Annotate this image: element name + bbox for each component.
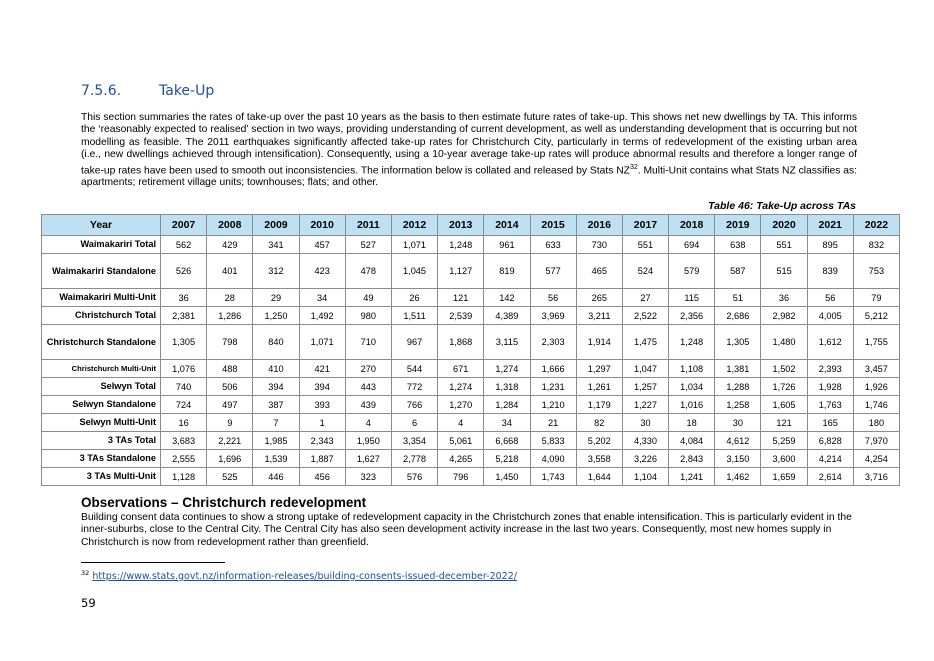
row-label: Selwyn Standalone (42, 396, 161, 414)
table-cell: 3,115 (484, 325, 530, 360)
row-label: 3 TAs Multi-Unit (42, 468, 161, 486)
section-number: 7.5.6. (81, 83, 122, 99)
table-cell: 51 (715, 289, 761, 307)
footnote-link[interactable]: https://www.stats.govt.nz/information-releases/building-consents-issued-december-2022/ (92, 571, 517, 583)
table-cell: 401 (207, 254, 253, 289)
table-cell: 9 (207, 414, 253, 432)
table-cell: 2,303 (530, 325, 576, 360)
table-cell: 1,644 (576, 468, 622, 486)
header-year: 2018 (669, 215, 715, 236)
footnote-marker: 32 (81, 569, 90, 577)
table-cell: 839 (807, 254, 853, 289)
take-up-table (41, 214, 900, 486)
table-cell: 551 (761, 236, 807, 254)
table-cell: 1,450 (484, 468, 530, 486)
table-cell: 26 (391, 289, 437, 307)
table-cell: 1,248 (669, 325, 715, 360)
table-row (42, 289, 900, 307)
table-cell: 3,716 (853, 468, 899, 486)
table-cell: 1,047 (622, 360, 668, 378)
table-row (42, 236, 900, 254)
footnote-reference[interactable]: 32 (629, 163, 638, 171)
row-label: 3 TAs Total (42, 432, 161, 450)
table-cell: 1,539 (253, 450, 299, 468)
table-cell: 527 (345, 236, 391, 254)
observations-heading: Observations – Christchurch redevelopment (81, 495, 367, 510)
table-cell: 1,297 (576, 360, 622, 378)
table-cell: 798 (207, 325, 253, 360)
header-year: 2011 (345, 215, 391, 236)
table-cell: 4,330 (622, 432, 668, 450)
header-year: 2014 (484, 215, 530, 236)
table-cell: 832 (853, 236, 899, 254)
table-cell: 1,227 (622, 396, 668, 414)
table-cell: 524 (622, 254, 668, 289)
table-cell: 840 (253, 325, 299, 360)
header-year: 2016 (576, 215, 622, 236)
table-cell: 1,286 (207, 307, 253, 325)
table-cell: 694 (669, 236, 715, 254)
table-cell: 18 (669, 414, 715, 432)
table-cell: 6,668 (484, 432, 530, 450)
table-cell: 1,274 (484, 360, 530, 378)
table-row (42, 432, 900, 450)
table-cell: 3,457 (853, 360, 899, 378)
table-cell: 30 (715, 414, 761, 432)
row-label: Selwyn Total (42, 378, 161, 396)
table-cell: 457 (299, 236, 345, 254)
table-cell: 1,950 (345, 432, 391, 450)
table-cell: 1,274 (438, 378, 484, 396)
table-cell: 7 (253, 414, 299, 432)
table-cell: 4,389 (484, 307, 530, 325)
header-year: 2012 (391, 215, 437, 236)
table-cell: 16 (161, 414, 207, 432)
header-year: 2007 (161, 215, 207, 236)
table-cell: 1,108 (669, 360, 715, 378)
table-cell: 456 (299, 468, 345, 486)
table-row (42, 378, 900, 396)
table-cell: 2,393 (807, 360, 853, 378)
table-cell: 28 (207, 289, 253, 307)
table-cell: 515 (761, 254, 807, 289)
table-cell: 2,381 (161, 307, 207, 325)
table-cell: 165 (807, 414, 853, 432)
table-cell: 5,202 (576, 432, 622, 450)
table-cell: 2,982 (761, 307, 807, 325)
header-year: 2009 (253, 215, 299, 236)
table-cell: 443 (345, 378, 391, 396)
table-cell: 423 (299, 254, 345, 289)
table-cell: 1,045 (391, 254, 437, 289)
table-cell: 3,226 (622, 450, 668, 468)
table-cell: 1,659 (761, 468, 807, 486)
table-cell: 740 (161, 378, 207, 396)
table-cell: 5,259 (761, 432, 807, 450)
table-cell: 121 (761, 414, 807, 432)
table-row (42, 325, 900, 360)
section-heading (81, 83, 214, 99)
table-cell: 1,318 (484, 378, 530, 396)
table-cell: 638 (715, 236, 761, 254)
table-cell: 121 (438, 289, 484, 307)
table-cell: 526 (161, 254, 207, 289)
table-cell: 82 (576, 414, 622, 432)
section-title: Take-Up (159, 83, 215, 99)
table-cell: 56 (807, 289, 853, 307)
table-cell: 1,666 (530, 360, 576, 378)
table-cell: 387 (253, 396, 299, 414)
table-cell: 562 (161, 236, 207, 254)
table-row (42, 396, 900, 414)
table-cell: 671 (438, 360, 484, 378)
table-cell: 393 (299, 396, 345, 414)
table-cell: 265 (576, 289, 622, 307)
table-cell: 56 (530, 289, 576, 307)
table-cell: 21 (530, 414, 576, 432)
table-cell: 1,104 (622, 468, 668, 486)
row-label: Waimakariri Standalone (42, 254, 161, 289)
table-cell: 446 (253, 468, 299, 486)
table-cell: 1,381 (715, 360, 761, 378)
table-cell: 6,828 (807, 432, 853, 450)
table-cell: 429 (207, 236, 253, 254)
table-cell: 5,833 (530, 432, 576, 450)
row-label: Christchurch Standalone (42, 325, 161, 360)
table-cell: 478 (345, 254, 391, 289)
table-cell: 394 (299, 378, 345, 396)
table-cell: 49 (345, 289, 391, 307)
table-cell: 1,270 (438, 396, 484, 414)
table-cell: 2,356 (669, 307, 715, 325)
table-cell: 410 (253, 360, 299, 378)
table-cell: 772 (391, 378, 437, 396)
table-cell: 3,600 (761, 450, 807, 468)
table-cell: 796 (438, 468, 484, 486)
table-cell: 1,511 (391, 307, 437, 325)
table-cell: 4,214 (807, 450, 853, 468)
table-cell: 1,755 (853, 325, 899, 360)
table-cell: 544 (391, 360, 437, 378)
header-year: 2022 (853, 215, 899, 236)
table-cell: 4,090 (530, 450, 576, 468)
table-cell: 394 (253, 378, 299, 396)
table-cell: 5,218 (484, 450, 530, 468)
table-row (42, 414, 900, 432)
table-cell: 1,726 (761, 378, 807, 396)
header-year: 2013 (438, 215, 484, 236)
table-cell: 710 (345, 325, 391, 360)
table-cell: 34 (299, 289, 345, 307)
table-row (42, 468, 900, 486)
table-cell: 1,248 (438, 236, 484, 254)
table-cell: 270 (345, 360, 391, 378)
observations-body: Building consent data continues to show a strong uptake of redevelopment capacity in the Christchurch zones that enable intensification. This is particularly evident in the inner-suburbs, close to the Central City. The Central City has also seen development activity increase in the last two years. Consequently, most new homes supply in Christchurch is now from redevelopment rather than greenfield. (81, 512, 852, 548)
intro-text-end: . Multi-Unit contains what Stats NZ classifies as: apartments; retirement village units; townhouses; flats; and other. (81, 165, 858, 189)
table-cell: 7,970 (853, 432, 899, 450)
table-cell: 323 (345, 468, 391, 486)
page-number: 59 (81, 596, 96, 610)
table-cell: 4,265 (438, 450, 484, 468)
table-cell: 1,492 (299, 307, 345, 325)
table-cell: 2,843 (669, 450, 715, 468)
row-label: Christchurch Multi-Unit (42, 360, 161, 378)
table-cell: 766 (391, 396, 437, 414)
table-cell: 1,627 (345, 450, 391, 468)
header-year: 2010 (299, 215, 345, 236)
table-cell: 3,354 (391, 432, 437, 450)
footnote (81, 569, 517, 582)
table-cell: 2,614 (807, 468, 853, 486)
table-cell: 1,288 (715, 378, 761, 396)
table-cell: 724 (161, 396, 207, 414)
table-cell: 30 (622, 414, 668, 432)
row-label: 3 TAs Standalone (42, 450, 161, 468)
table-cell: 4,254 (853, 450, 899, 468)
header-year: 2019 (715, 215, 761, 236)
table-cell: 2,539 (438, 307, 484, 325)
table-cell: 6 (391, 414, 437, 432)
table-cell: 4,612 (715, 432, 761, 450)
table-cell: 1,231 (530, 378, 576, 396)
header-year: 2017 (622, 215, 668, 236)
table-cell: 4 (438, 414, 484, 432)
table-cell: 1,250 (253, 307, 299, 325)
table-cell: 4,084 (669, 432, 715, 450)
footnote-divider (81, 562, 225, 563)
table-cell: 1,926 (853, 378, 899, 396)
header-year: 2015 (530, 215, 576, 236)
intro-paragraph (81, 112, 857, 190)
row-label: Waimakariri Multi-Unit (42, 289, 161, 307)
table-cell: 1,034 (669, 378, 715, 396)
table-cell: 1,179 (576, 396, 622, 414)
table-cell: 576 (391, 468, 437, 486)
table-cell: 1,914 (576, 325, 622, 360)
table-cell: 1,284 (484, 396, 530, 414)
table-cell: 1,605 (761, 396, 807, 414)
table-cell: 1,210 (530, 396, 576, 414)
table-cell: 115 (669, 289, 715, 307)
table-cell: 3,558 (576, 450, 622, 468)
header-year: 2020 (761, 215, 807, 236)
table-cell: 2,221 (207, 432, 253, 450)
table-cell: 439 (345, 396, 391, 414)
table-cell: 1,127 (438, 254, 484, 289)
table-cell: 525 (207, 468, 253, 486)
table-cell: 1,016 (669, 396, 715, 414)
table-cell: 3,150 (715, 450, 761, 468)
table-cell: 753 (853, 254, 899, 289)
table-cell: 1,928 (807, 378, 853, 396)
table-cell: 5,212 (853, 307, 899, 325)
table-cell: 1,128 (161, 468, 207, 486)
table-row (42, 254, 900, 289)
table-cell: 1,887 (299, 450, 345, 468)
table-cell: 730 (576, 236, 622, 254)
table-cell: 3,683 (161, 432, 207, 450)
table-cell: 1,480 (761, 325, 807, 360)
table-cell: 341 (253, 236, 299, 254)
table-cell: 1,305 (715, 325, 761, 360)
table-cell: 2,522 (622, 307, 668, 325)
table-cell: 36 (161, 289, 207, 307)
table-cell: 3,211 (576, 307, 622, 325)
header-year-label: Year (42, 215, 161, 236)
intro-text: This section summaries the rates of take-up over the past 10 years as the basis to then estimate future rates of take-up. This shows net new dwellings by TA. This informs the ‘reasonably expected to realised’ section in two ways, providing understanding of current development, as well as understanding development that is occurring but not modelling as feasible. The 2011 earthquakes significantly affected take-up rates for Christchurch City, particularly in terms of redevelopment of the existing urban area (i.e., new dwellings achieved through intensification). Consequently, using a 10-year average take-up rates will produce abnormal results and therefore a longer range of take-up rates have been used to smooth out inconsistencies. The information below is collated and released by Stats NZ (81, 112, 857, 177)
table-cell: 633 (530, 236, 576, 254)
table-row (42, 450, 900, 468)
table-cell: 36 (761, 289, 807, 307)
table-cell: 1,696 (207, 450, 253, 468)
table-cell: 551 (622, 236, 668, 254)
table-cell: 1,985 (253, 432, 299, 450)
table-cell: 1,071 (299, 325, 345, 360)
table-cell: 1,071 (391, 236, 437, 254)
header-year: 2008 (207, 215, 253, 236)
table-cell: 2,343 (299, 432, 345, 450)
table-cell: 2,686 (715, 307, 761, 325)
table-caption: Table 46: Take-Up across TAs (708, 200, 856, 212)
table-cell: 1,241 (669, 468, 715, 486)
table-cell: 1,258 (715, 396, 761, 414)
row-label: Selwyn Multi-Unit (42, 414, 161, 432)
table-cell: 29 (253, 289, 299, 307)
table-cell: 4 (345, 414, 391, 432)
table-cell: 34 (484, 414, 530, 432)
table-cell: 2,778 (391, 450, 437, 468)
table-cell: 967 (391, 325, 437, 360)
table-cell: 1,257 (622, 378, 668, 396)
table-cell: 579 (669, 254, 715, 289)
table-cell: 1,746 (853, 396, 899, 414)
table-cell: 79 (853, 289, 899, 307)
table-cell: 587 (715, 254, 761, 289)
table-row (42, 307, 900, 325)
table-cell: 3,969 (530, 307, 576, 325)
table-cell: 312 (253, 254, 299, 289)
table-cell: 421 (299, 360, 345, 378)
table-cell: 506 (207, 378, 253, 396)
table-cell: 1 (299, 414, 345, 432)
table-cell: 1,763 (807, 396, 853, 414)
row-label: Christchurch Total (42, 307, 161, 325)
table-cell: 980 (345, 307, 391, 325)
table-cell: 895 (807, 236, 853, 254)
row-label: Waimakariri Total (42, 236, 161, 254)
table-cell: 5,061 (438, 432, 484, 450)
table-cell: 465 (576, 254, 622, 289)
table-cell: 497 (207, 396, 253, 414)
table-body (42, 236, 900, 486)
table-cell: 4,005 (807, 307, 853, 325)
table-cell: 1,076 (161, 360, 207, 378)
table-cell: 142 (484, 289, 530, 307)
table-row (42, 360, 900, 378)
table-cell: 1,305 (161, 325, 207, 360)
table-cell: 27 (622, 289, 668, 307)
table-cell: 1,261 (576, 378, 622, 396)
table-cell: 1,475 (622, 325, 668, 360)
table-cell: 1,462 (715, 468, 761, 486)
table-cell: 1,612 (807, 325, 853, 360)
table-cell: 1,743 (530, 468, 576, 486)
table-cell: 961 (484, 236, 530, 254)
table-cell: 577 (530, 254, 576, 289)
table-cell: 180 (853, 414, 899, 432)
table-cell: 819 (484, 254, 530, 289)
table-cell: 2,555 (161, 450, 207, 468)
header-year: 2021 (807, 215, 853, 236)
table-cell: 1,868 (438, 325, 484, 360)
table-header-row (42, 215, 900, 236)
table-cell: 1,502 (761, 360, 807, 378)
table-cell: 488 (207, 360, 253, 378)
